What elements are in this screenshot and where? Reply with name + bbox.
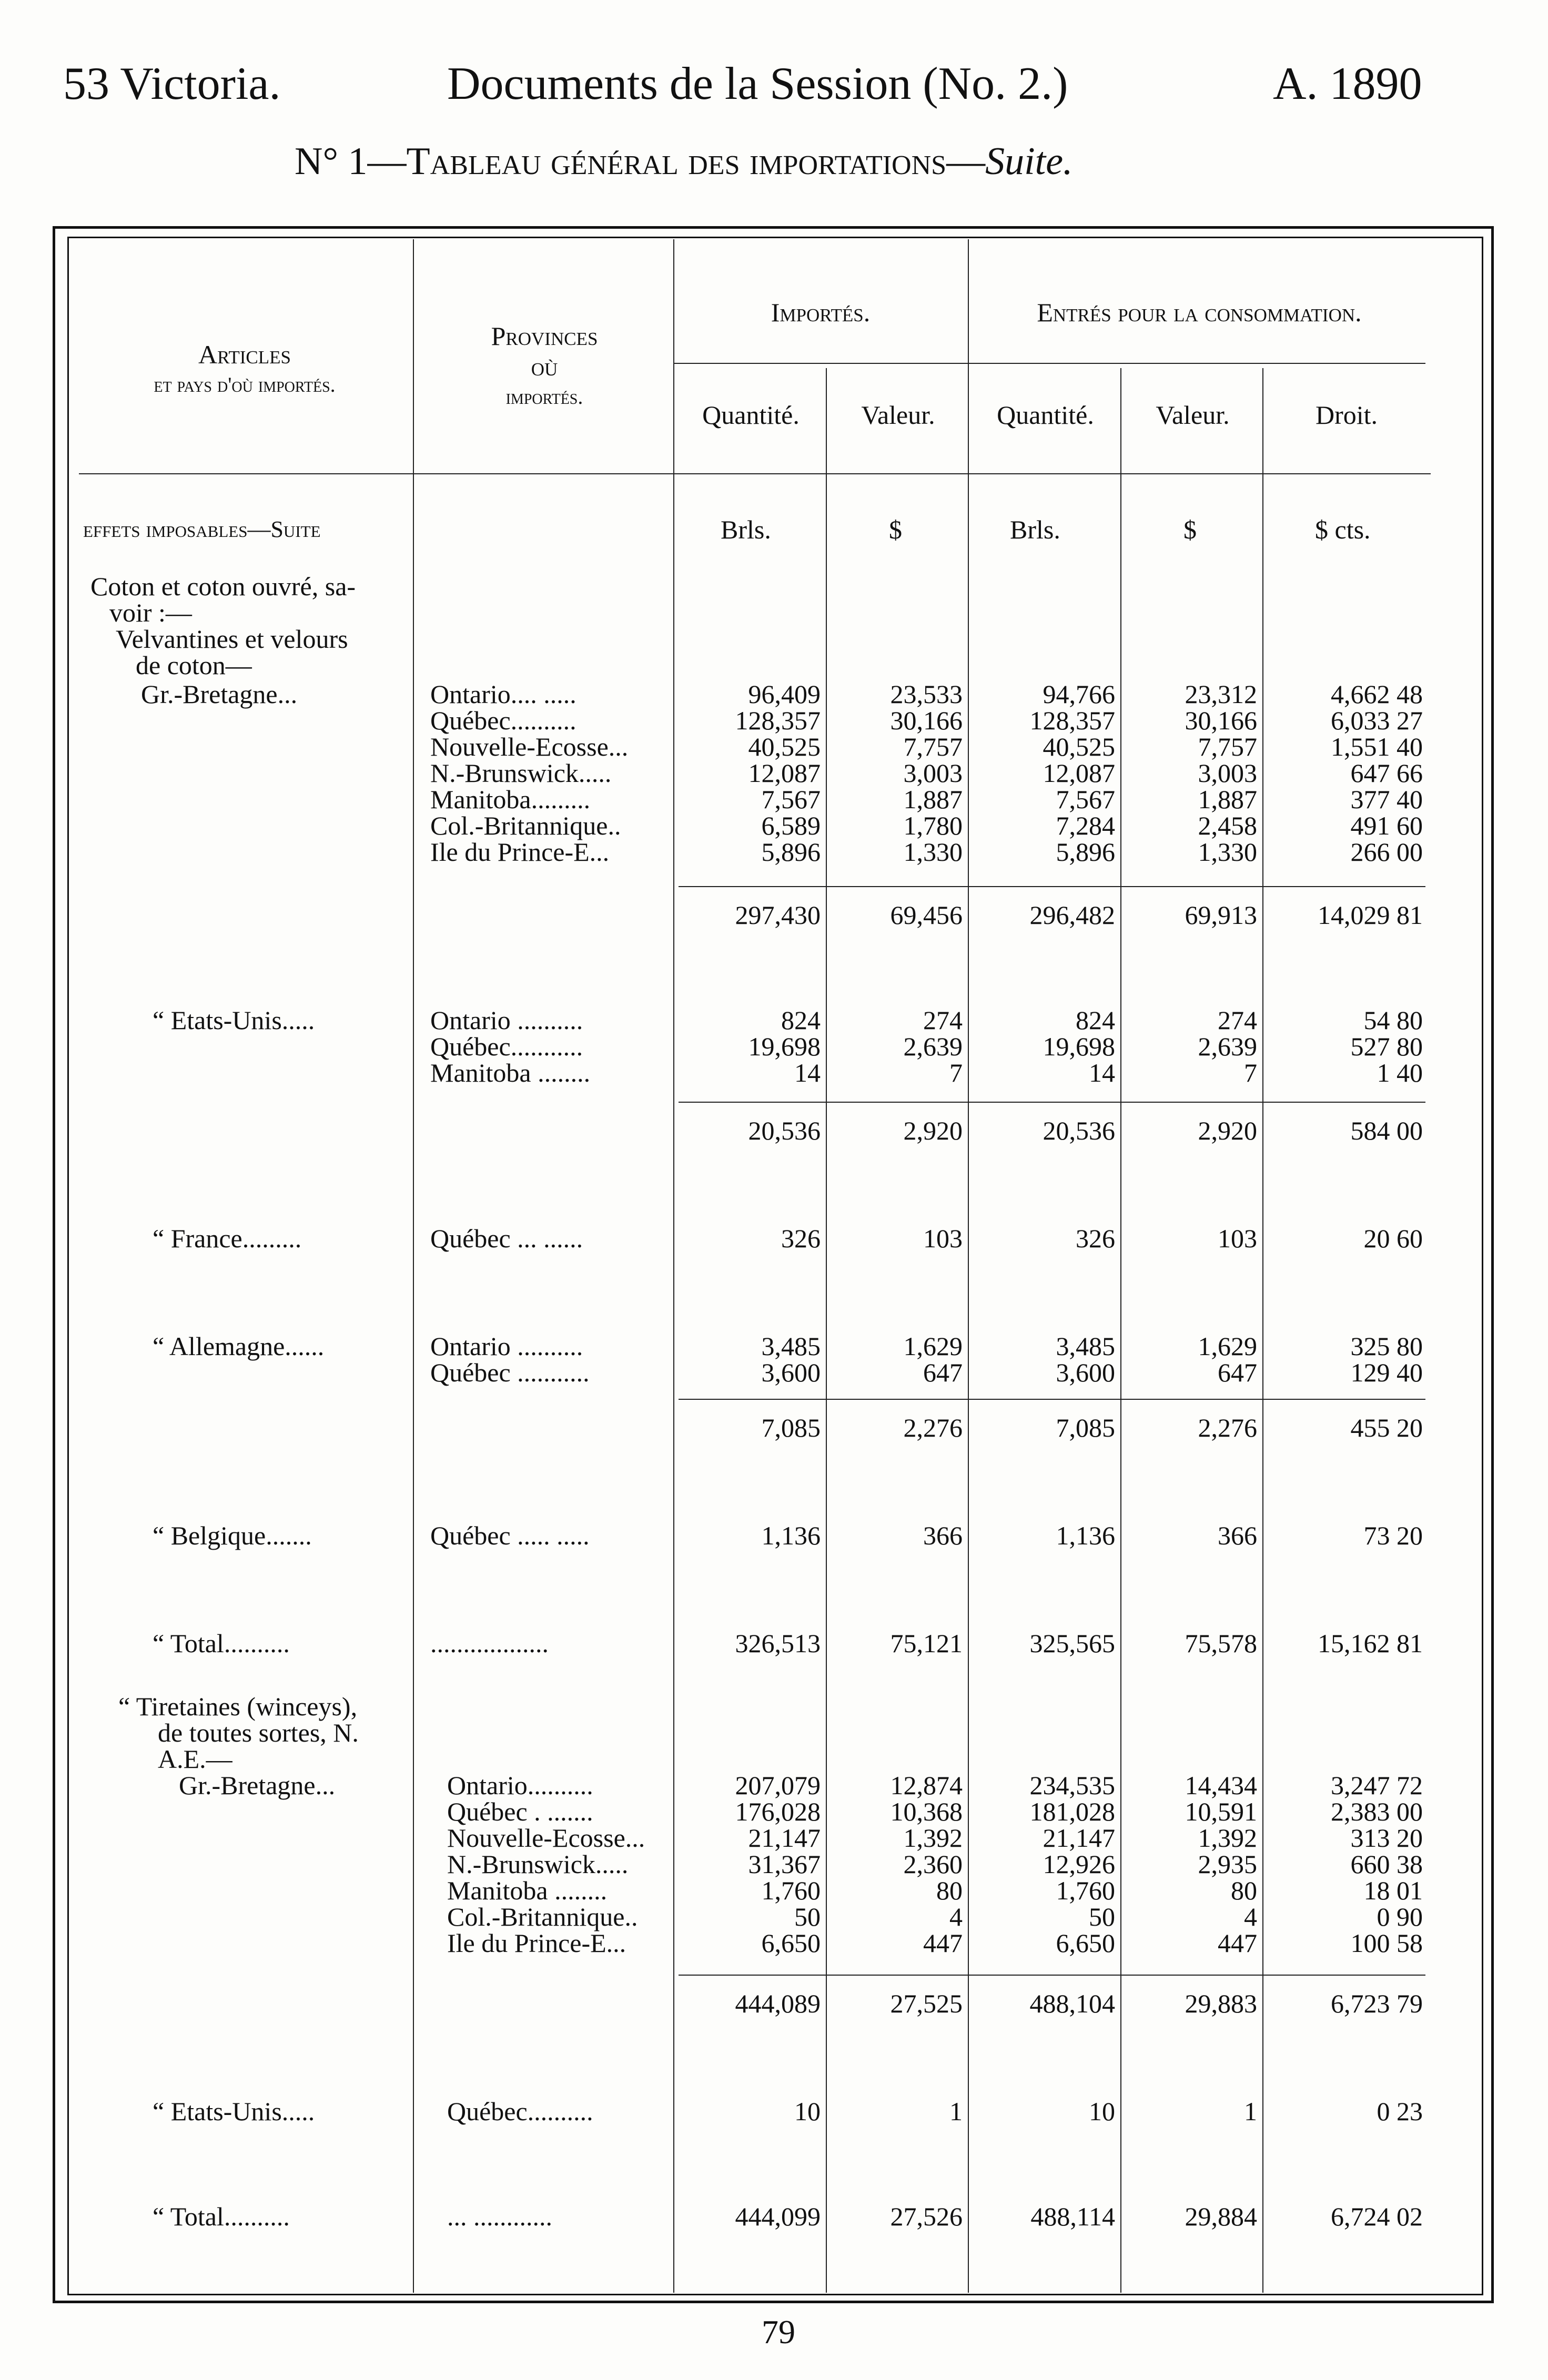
group-header-rule	[673, 363, 1425, 364]
total-imported-value-cell: 69,456	[890, 900, 963, 930]
consumption-quantity-cell: 10	[1089, 2097, 1115, 2126]
table-title	[295, 138, 1073, 185]
subtotal-rule	[679, 1975, 1425, 1976]
province-cell: Manitoba ........	[430, 1058, 591, 1087]
total-consumption-quantity-cell: 296,482	[1029, 900, 1115, 930]
total-imported-value-cell: 27,525	[890, 1989, 963, 2018]
article-cell: “ Belgique.......	[153, 1521, 312, 1550]
unit-consumption-quantity: Brls.	[1010, 515, 1060, 544]
imported-value-cell: 10,368	[890, 1797, 963, 1826]
imported-value-cell: 1,330	[903, 837, 963, 867]
consumption-quantity-cell: 3,485	[1056, 1331, 1115, 1361]
consumption-quantity-cell: 40,525	[1043, 732, 1115, 761]
consumption-value-cell: 10,591	[1185, 1797, 1257, 1826]
duty-cell: 1 40	[1377, 1058, 1423, 1087]
imported-value-cell: 75,121	[890, 1629, 963, 1658]
duty-cell: 3,247 72	[1331, 1771, 1423, 1800]
group-header-imported: Importés.	[771, 298, 871, 327]
province-cell: Québec ... ......	[430, 1224, 583, 1253]
duty-cell: 266 00	[1350, 837, 1423, 867]
subheader-imported-value: Valeur.	[861, 400, 935, 430]
table-inner-border	[67, 237, 1483, 2295]
consumption-value-cell: 80	[1231, 1876, 1257, 1905]
consumption-value-cell: 2,639	[1198, 1032, 1257, 1061]
consumption-quantity-cell: 14	[1089, 1058, 1115, 1087]
consumption-value-cell: 1,629	[1198, 1331, 1257, 1361]
duty-cell: 1,551 40	[1331, 732, 1423, 761]
provinces-header-line3: importés.	[505, 385, 583, 409]
total-imported-value-cell: 2,276	[903, 1413, 963, 1442]
imported-value-cell: 7	[949, 1058, 963, 1087]
total-consumption-value-cell: 2,276	[1198, 1413, 1257, 1442]
imported-quantity-cell: 5,896	[761, 837, 821, 867]
duty-cell: 660 38	[1350, 1849, 1423, 1879]
title-prefix: N° 1—	[295, 140, 407, 183]
consumption-value-cell: 1,392	[1198, 1823, 1257, 1853]
imported-quantity-cell: 176,028	[735, 1797, 821, 1826]
imported-quantity-cell: 10	[794, 2097, 821, 2126]
unit-imported-value: $	[889, 515, 902, 544]
imported-quantity-cell: 824	[781, 1005, 821, 1035]
consumption-value-cell: 1,330	[1198, 837, 1257, 867]
page-number: 79	[762, 2313, 795, 2351]
consumption-value-cell: 30,166	[1185, 706, 1257, 735]
total-consumption-value-cell: 2,920	[1198, 1116, 1257, 1145]
total-imported-value-cell: 2,920	[903, 1116, 963, 1145]
province-cell: Ontario..........	[447, 1771, 593, 1800]
consumption-quantity-cell: 50	[1089, 1902, 1115, 1931]
articles-header-line1: Articles	[198, 340, 291, 369]
imported-value-cell: 447	[923, 1928, 963, 1958]
subtotal-rule	[679, 1102, 1425, 1103]
title-suffix: Suite.	[985, 140, 1073, 183]
duty-cell: 15,162 81	[1318, 1629, 1423, 1658]
duty-cell: 129 40	[1350, 1358, 1423, 1387]
imported-quantity-cell: 96,409	[748, 679, 821, 709]
article-cell: “ Total..........	[153, 1629, 290, 1658]
duty-cell: 6,033 27	[1331, 706, 1423, 735]
consumption-value-cell: 29,884	[1185, 2202, 1257, 2231]
consumption-quantity-cell: 12,087	[1043, 758, 1115, 788]
column-header-provinces	[416, 321, 673, 412]
province-cell: Nouvelle-Ecosse...	[447, 1823, 645, 1853]
imported-value-cell: 27,526	[890, 2202, 963, 2231]
imported-value-cell: 3,003	[903, 758, 963, 788]
consumption-value-cell: 4	[1244, 1902, 1257, 1931]
province-cell: ..................	[430, 1629, 549, 1658]
consumption-value-cell: 23,312	[1185, 679, 1257, 709]
duty-cell: 100 58	[1350, 1928, 1423, 1958]
column-divider-consumption	[968, 239, 969, 2293]
provinces-header-line1: Provinces	[491, 321, 598, 351]
total-consumption-quantity-cell: 7,085	[1056, 1413, 1115, 1442]
imported-value-cell: 103	[923, 1224, 963, 1253]
article-cell: Gr.-Bretagne...	[179, 1771, 336, 1800]
consumption-quantity-cell: 128,357	[1029, 706, 1115, 735]
consumption-quantity-cell: 824	[1076, 1005, 1115, 1035]
imported-value-cell: 4	[949, 1902, 963, 1931]
province-cell: Québec..........	[430, 706, 576, 735]
articles-header-line2: et pays d'où importés.	[154, 373, 336, 396]
column-header-articles	[79, 339, 410, 400]
total-duty-cell: 584 00	[1350, 1116, 1423, 1145]
imported-quantity-cell: 6,650	[761, 1928, 821, 1958]
consumption-value-cell: 1	[1244, 2097, 1257, 2126]
province-cell: Manitoba ........	[447, 1876, 608, 1905]
imported-quantity-cell: 128,357	[735, 706, 821, 735]
subheader-duty: Droit.	[1315, 400, 1378, 430]
article-cell: Gr.-Bretagne...	[141, 679, 298, 709]
consumption-quantity-cell: 5,896	[1056, 837, 1115, 867]
column-header-rule	[79, 473, 1431, 474]
imported-quantity-cell: 444,099	[735, 2202, 821, 2231]
province-cell: Ontario ..........	[430, 1005, 583, 1035]
imported-value-cell: 12,874	[890, 1771, 963, 1800]
consumption-value-cell: 2,935	[1198, 1849, 1257, 1879]
article-cell: de coton—	[136, 650, 252, 680]
duty-cell: 377 40	[1350, 785, 1423, 814]
column-divider-duty	[1262, 368, 1263, 2293]
province-cell: Québec..........	[447, 2097, 593, 2126]
unit-duty: $ cts.	[1315, 515, 1371, 544]
consumption-value-cell: 14,434	[1185, 1771, 1257, 1800]
imported-quantity-cell: 31,367	[748, 1849, 821, 1879]
article-cell: Velvantines et velours	[116, 624, 348, 654]
total-duty-cell: 14,029 81	[1318, 900, 1423, 930]
imported-value-cell: 80	[936, 1876, 963, 1905]
imported-value-cell: 30,166	[890, 706, 963, 735]
article-cell: “ Total..........	[153, 2202, 290, 2231]
consumption-quantity-cell: 3,600	[1056, 1358, 1115, 1387]
imported-value-cell: 647	[923, 1358, 963, 1387]
imported-value-cell: 2,639	[903, 1032, 963, 1061]
duty-cell: 2,383 00	[1331, 1797, 1423, 1826]
imported-quantity-cell: 40,525	[748, 732, 821, 761]
imported-quantity-cell: 3,600	[761, 1358, 821, 1387]
province-cell: N.-Brunswick.....	[447, 1849, 629, 1879]
imported-quantity-cell: 14	[794, 1058, 821, 1087]
consumption-value-cell: 103	[1218, 1224, 1257, 1253]
article-cell: A.E.—	[158, 1744, 232, 1774]
imported-value-cell: 1,780	[903, 811, 963, 840]
total-duty-cell: 6,723 79	[1331, 1989, 1423, 2018]
province-cell: Manitoba.........	[430, 785, 591, 814]
imported-value-cell: 1,392	[903, 1823, 963, 1853]
imported-value-cell: 7,757	[903, 732, 963, 761]
subheader-consumption-quantity: Quantité.	[997, 400, 1094, 430]
total-imported-quantity-cell: 444,089	[735, 1989, 821, 2018]
consumption-quantity-cell: 181,028	[1029, 1797, 1115, 1826]
provinces-header-line2: où	[531, 352, 558, 381]
imported-quantity-cell: 7,567	[761, 785, 821, 814]
consumption-value-cell: 647	[1218, 1358, 1257, 1387]
header-document-title: Documents de la Session (No. 2.)	[447, 58, 1068, 109]
duty-cell: 18 01	[1363, 1876, 1423, 1905]
article-cell: Coton et coton ouvré, sa-	[90, 572, 356, 601]
duty-cell: 54 80	[1363, 1005, 1423, 1035]
imported-quantity-cell: 326,513	[735, 1629, 821, 1658]
imported-value-cell: 1	[949, 2097, 963, 2126]
imported-value-cell: 1,629	[903, 1331, 963, 1361]
total-imported-quantity-cell: 20,536	[748, 1116, 821, 1145]
imported-value-cell: 23,533	[890, 679, 963, 709]
article-cell: voir :—	[109, 598, 192, 627]
total-duty-cell: 455 20	[1350, 1413, 1423, 1442]
total-imported-quantity-cell: 297,430	[735, 900, 821, 930]
consumption-quantity-cell: 234,535	[1029, 1771, 1115, 1800]
province-cell: Nouvelle-Ecosse...	[430, 732, 629, 761]
consumption-quantity-cell: 19,698	[1043, 1032, 1115, 1061]
imported-quantity-cell: 19,698	[748, 1032, 821, 1061]
consumption-value-cell: 274	[1218, 1005, 1257, 1035]
province-cell: ... ............	[447, 2202, 552, 2231]
consumption-quantity-cell: 94,766	[1043, 679, 1115, 709]
imported-value-cell: 366	[923, 1521, 963, 1550]
consumption-value-cell: 3,003	[1198, 758, 1257, 788]
duty-cell: 20 60	[1363, 1224, 1423, 1253]
imported-value-cell: 274	[923, 1005, 963, 1035]
consumption-value-cell: 7	[1244, 1058, 1257, 1087]
duty-cell: 647 66	[1350, 758, 1423, 788]
duty-cell: 73 20	[1363, 1521, 1423, 1550]
duty-cell: 0 23	[1377, 2097, 1423, 2126]
imported-value-cell: 1,887	[903, 785, 963, 814]
consumption-value-cell: 447	[1218, 1928, 1257, 1958]
imported-quantity-cell: 6,589	[761, 811, 821, 840]
consumption-quantity-cell: 1,760	[1056, 1876, 1115, 1905]
imported-quantity-cell: 12,087	[748, 758, 821, 788]
consumption-quantity-cell: 1,136	[1056, 1521, 1115, 1550]
header-year: A. 1890	[1273, 58, 1422, 109]
consumption-quantity-cell: 325,565	[1029, 1629, 1115, 1658]
province-cell: Ile du Prince-E...	[447, 1928, 626, 1958]
title-main: Tableau général des importations—	[406, 140, 986, 183]
consumption-quantity-cell: 326	[1076, 1224, 1115, 1253]
province-cell: Ontario ..........	[430, 1331, 583, 1361]
subtotal-rule	[679, 1399, 1425, 1400]
imported-quantity-cell: 1,760	[761, 1876, 821, 1905]
duty-cell: 325 80	[1350, 1331, 1423, 1361]
province-cell: Col.-Britannique..	[430, 811, 621, 840]
column-divider-provinces	[673, 239, 674, 2293]
total-consumption-quantity-cell: 20,536	[1043, 1116, 1115, 1145]
consumption-value-cell: 1,887	[1198, 785, 1257, 814]
province-cell: Ontario.... .....	[430, 679, 576, 709]
imported-quantity-cell: 207,079	[735, 1771, 821, 1800]
subheader-consumption-value: Valeur.	[1156, 400, 1230, 430]
consumption-value-cell: 2,458	[1198, 811, 1257, 840]
province-cell: Québec ...........	[430, 1358, 590, 1387]
unit-consumption-value: $	[1183, 515, 1197, 544]
imported-value-cell: 2,360	[903, 1849, 963, 1879]
subheader-imported-quantity: Quantité.	[702, 400, 800, 430]
imported-quantity-cell: 3,485	[761, 1331, 821, 1361]
consumption-value-cell: 75,578	[1185, 1629, 1257, 1658]
article-cell: “ Etats-Unis.....	[153, 2097, 315, 2126]
consumption-quantity-cell: 7,284	[1056, 811, 1115, 840]
consumption-quantity-cell: 7,567	[1056, 785, 1115, 814]
province-cell: N.-Brunswick.....	[430, 758, 612, 788]
imported-quantity-cell: 326	[781, 1224, 821, 1253]
duty-cell: 313 20	[1350, 1823, 1423, 1853]
duty-cell: 0 90	[1377, 1902, 1423, 1931]
article-cell: “ Tiretaines (winceys),	[118, 1692, 358, 1721]
province-cell: Québec . .......	[447, 1797, 593, 1826]
article-cell: “ France.........	[153, 1224, 302, 1253]
subtotal-rule	[679, 886, 1425, 887]
article-cell: “ Allemagne......	[153, 1331, 325, 1361]
duty-cell: 4,662 48	[1331, 679, 1423, 709]
total-consumption-quantity-cell: 488,104	[1029, 1989, 1115, 2018]
group-header-consumption: Entrés pour la consommation.	[1037, 298, 1362, 327]
consumption-quantity-cell: 488,114	[1030, 2202, 1115, 2231]
imported-quantity-cell: 21,147	[748, 1823, 821, 1853]
duty-cell: 527 80	[1350, 1032, 1423, 1061]
imported-quantity-cell: 50	[794, 1902, 821, 1931]
column-divider-articles	[413, 239, 414, 2293]
article-cell: “ Etats-Unis.....	[153, 1005, 315, 1035]
consumption-quantity-cell: 12,926	[1043, 1849, 1115, 1879]
unit-imported-quantity: Brls.	[721, 515, 771, 544]
province-cell: Col.-Britannique..	[447, 1902, 638, 1931]
province-cell: Ile du Prince-E...	[430, 837, 610, 867]
consumption-quantity-cell: 6,650	[1056, 1928, 1115, 1958]
header-volume: 53 Victoria.	[63, 58, 281, 109]
duty-cell: 6,724 02	[1331, 2202, 1423, 2231]
total-imported-quantity-cell: 7,085	[761, 1413, 821, 1442]
duty-cell: 491 60	[1350, 811, 1423, 840]
province-cell: Québec ..... .....	[430, 1521, 590, 1550]
total-consumption-value-cell: 29,883	[1185, 1989, 1257, 2018]
province-cell: Québec...........	[430, 1032, 583, 1061]
imported-quantity-cell: 1,136	[761, 1521, 821, 1550]
consumption-value-cell: 366	[1218, 1521, 1257, 1550]
consumption-value-cell: 7,757	[1198, 732, 1257, 761]
section-heading: effets imposables—Suite	[83, 516, 321, 542]
total-consumption-value-cell: 69,913	[1185, 900, 1257, 930]
consumption-quantity-cell: 21,147	[1043, 1823, 1115, 1853]
article-cell: de toutes sortes, N.	[158, 1718, 359, 1747]
